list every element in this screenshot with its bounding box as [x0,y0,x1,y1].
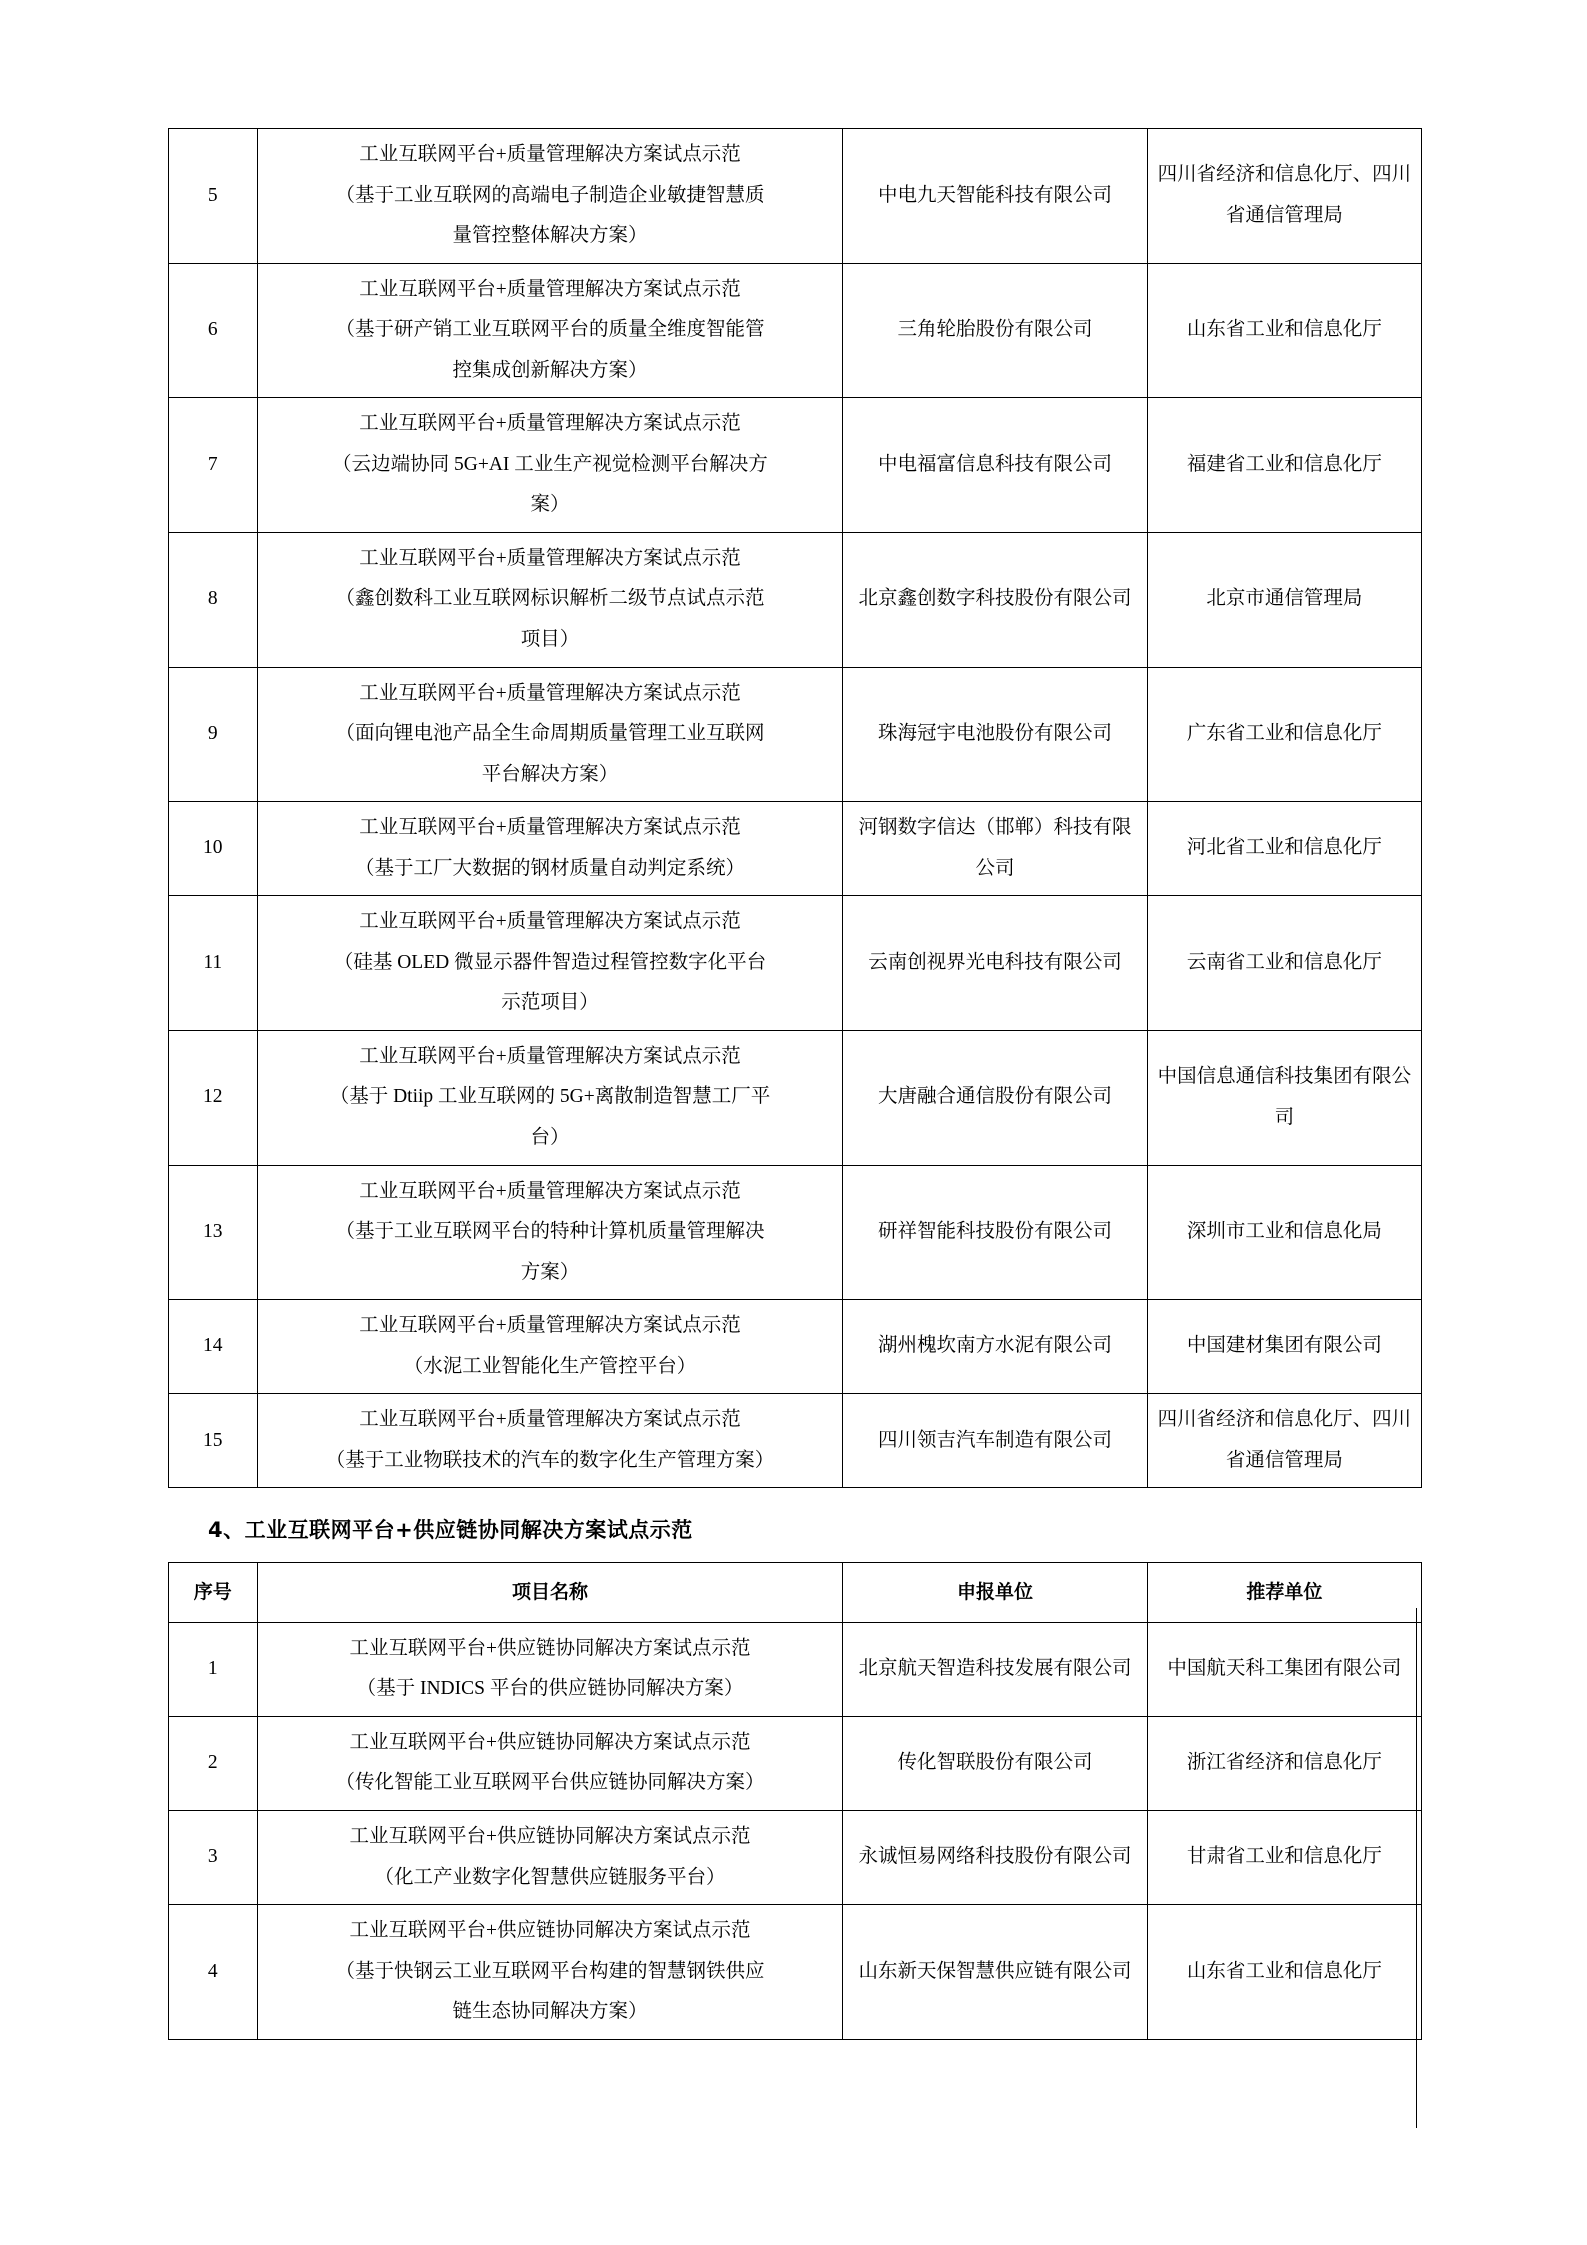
table-row [169,1905,1422,2040]
project-name [257,1300,843,1394]
project-name [257,398,843,533]
project-name [257,1810,843,1904]
table-row [169,1300,1422,1394]
applicant-unit: 山东新天保智慧供应链有限公司 [843,1905,1147,2040]
table-row [169,896,1422,1031]
page-content [168,128,1422,2040]
project-name [257,129,843,264]
project-line: 工业互联网平台+质量管理解决方案试点示范 [359,1045,741,1067]
row-index: 2 [169,1716,258,1810]
table-row [169,802,1422,896]
row-index: 5 [169,129,258,264]
supply-chain-table-wrapper [168,1562,1422,2039]
row-index: 13 [169,1165,258,1300]
applicant-unit: 大唐融合通信股份有限公司 [843,1030,1147,1165]
row-index: 9 [169,667,258,802]
applicant-unit: 云南创视界光电科技有限公司 [843,896,1147,1031]
project-line: 工业互联网平台+质量管理解决方案试点示范 [359,144,741,165]
recommender-unit: 甘肃省工业和信息化厅 [1147,1810,1421,1904]
project-line: 量管控整体解决方案） [452,225,648,247]
project-line: 案） [530,494,570,516]
project-line: 工业互联网平台+供应链协同解决方案试点示范 [349,1731,751,1753]
table-row [169,1030,1422,1165]
project-line: 控集成创新解决方案） [452,359,648,381]
project-name [257,1622,843,1716]
project-line: 链生态协同解决方案） [452,2001,648,2023]
table-row [169,1716,1422,1810]
applicant-unit: 北京鑫创数字科技股份有限公司 [843,532,1147,667]
table-row [169,1394,1422,1488]
table-row [169,532,1422,667]
row-index: 8 [169,532,258,667]
table-row [169,667,1422,802]
project-line: （鑫创数科工业互联网标识解析二级节点试点示范 [335,588,765,610]
row-index: 7 [169,398,258,533]
project-line: （基于工厂大数据的钢材质量自动判定系统） [354,857,745,879]
header-recommender-unit: 推荐单位 [1147,1563,1421,1622]
table-body [169,1622,1422,2039]
project-name [257,1394,843,1488]
recommender-unit: 福建省工业和信息化厅 [1147,398,1421,533]
applicant-unit: 珠海冠宇电池股份有限公司 [843,667,1147,802]
applicant-unit: 湖州槐坎南方水泥有限公司 [843,1300,1147,1394]
recommender-unit: 广东省工业和信息化厅 [1147,667,1421,802]
applicant-unit: 传化智联股份有限公司 [843,1716,1147,1810]
applicant-unit: 北京航天智造科技发展有限公司 [843,1622,1147,1716]
project-name [257,896,843,1031]
recommender-unit: 山东省工业和信息化厅 [1147,263,1421,398]
applicant-unit: 中电九天智能科技有限公司 [843,129,1147,264]
project-line: （基于 Dtiip 工业互联网的 5G+离散制造智慧工厂平 [329,1086,771,1108]
project-line: 工业互联网平台+质量管理解决方案试点示范 [359,1180,741,1202]
supply-chain-pilot-table [168,1562,1422,2039]
project-line: 台） [530,1127,570,1149]
project-line: （基于工业互联网的高端电子制造企业敏捷智慧质 [335,184,765,206]
project-line: （水泥工业智能化生产管控平台） [403,1355,697,1377]
project-line: 工业互联网平台+质量管理解决方案试点示范 [359,817,741,839]
project-line: （云边端协同 5G+AI 工业生产视觉检测平台解决方 [332,453,768,475]
row-index: 6 [169,263,258,398]
quality-management-pilot-table [168,128,1422,1488]
header-index: 序号 [169,1563,258,1622]
project-line: 工业互联网平台+供应链协同解决方案试点示范 [349,1920,751,1942]
recommender-unit: 四川省经济和信息化厅、四川省通信管理局 [1147,129,1421,264]
table-row [169,1165,1422,1300]
row-index: 15 [169,1394,258,1488]
project-line: 工业互联网平台+质量管理解决方案试点示范 [359,1409,741,1431]
project-line: （基于研产销工业互联网平台的质量全维度智能管 [335,319,765,341]
project-line: 工业互联网平台+供应链协同解决方案试点示范 [349,1825,751,1847]
applicant-unit: 三角轮胎股份有限公司 [843,263,1147,398]
recommender-unit: 河北省工业和信息化厅 [1147,802,1421,896]
project-name [257,1905,843,2040]
header-row [169,1563,1422,1622]
recommender-unit: 深圳市工业和信息化局 [1147,1165,1421,1300]
project-line: 工业互联网平台+质量管理解决方案试点示范 [359,682,741,704]
project-line: 项目） [520,629,580,651]
project-line: 工业互联网平台+质量管理解决方案试点示范 [359,278,741,300]
table-row [169,1622,1422,1716]
project-line: （基于快钢云工业互联网平台构建的智慧钢铁供应 [335,1960,765,1982]
table-row [169,1810,1422,1904]
applicant-unit: 河钢数字信达（邯郸）科技有限公司 [843,802,1147,896]
project-line: 示范项目） [501,992,599,1014]
section-heading-4: 4、工业互联网平台+供应链协同解决方案试点示范 [208,1518,693,1543]
recommender-unit: 中国信息通信科技集团有限公司 [1147,1030,1421,1165]
applicant-unit: 中电福富信息科技有限公司 [843,398,1147,533]
table-header [169,1563,1422,1622]
project-line: 工业互联网平台+质量管理解决方案试点示范 [359,1315,741,1337]
row-index: 12 [169,1030,258,1165]
recommender-unit: 中国航天科工集团有限公司 [1147,1622,1421,1716]
table-row [169,398,1422,533]
table-body [169,129,1422,1488]
row-index: 10 [169,802,258,896]
project-line: 工业互联网平台+质量管理解决方案试点示范 [359,911,741,933]
row-index: 14 [169,1300,258,1394]
project-line: （基于 INDICS 平台的供应链协同解决方案） [356,1678,744,1700]
project-name [257,802,843,896]
project-line: （基于工业物联技术的汽车的数字化生产管理方案） [325,1449,775,1471]
table-row [169,263,1422,398]
recommender-unit: 四川省经济和信息化厅、四川省通信管理局 [1147,1394,1421,1488]
row-index: 4 [169,1905,258,2040]
project-line: 工业互联网平台+质量管理解决方案试点示范 [359,413,741,435]
project-name [257,532,843,667]
table-right-edge-rule [1416,1608,1417,2128]
project-name [257,1716,843,1810]
recommender-unit: 山东省工业和信息化厅 [1147,1905,1421,2040]
recommender-unit: 中国建材集团有限公司 [1147,1300,1421,1394]
table-row [169,129,1422,264]
project-line: 工业互联网平台+供应链协同解决方案试点示范 [349,1637,751,1659]
project-name [257,263,843,398]
project-line: （面向锂电池产品全生命周期质量管理工业互联网 [335,723,765,745]
recommender-unit: 浙江省经济和信息化厅 [1147,1716,1421,1810]
applicant-unit: 永诚恒易网络科技股份有限公司 [843,1810,1147,1904]
applicant-unit: 四川领吉汽车制造有限公司 [843,1394,1147,1488]
header-applicant-unit: 申报单位 [843,1563,1147,1622]
recommender-unit: 云南省工业和信息化厅 [1147,896,1421,1031]
project-line: （化工产业数字化智慧供应链服务平台） [374,1866,726,1888]
project-line: （硅基 OLED 微显示器件智造过程管控数字化平台 [333,951,767,973]
project-name [257,1165,843,1300]
row-index: 11 [169,896,258,1031]
recommender-unit: 北京市通信管理局 [1147,532,1421,667]
project-line: 工业互联网平台+质量管理解决方案试点示范 [359,547,741,569]
applicant-unit: 研祥智能科技股份有限公司 [843,1165,1147,1300]
project-line: （基于工业互联网平台的特种计算机质量管理解决 [335,1221,765,1243]
project-line: 方案） [520,1261,580,1283]
project-line: 平台解决方案） [481,763,619,785]
row-index: 1 [169,1622,258,1716]
project-line: （传化智能工业互联网平台供应链协同解决方案） [335,1772,765,1794]
row-index: 3 [169,1810,258,1904]
project-name [257,667,843,802]
project-name [257,1030,843,1165]
header-project-name: 项目名称 [257,1563,843,1622]
